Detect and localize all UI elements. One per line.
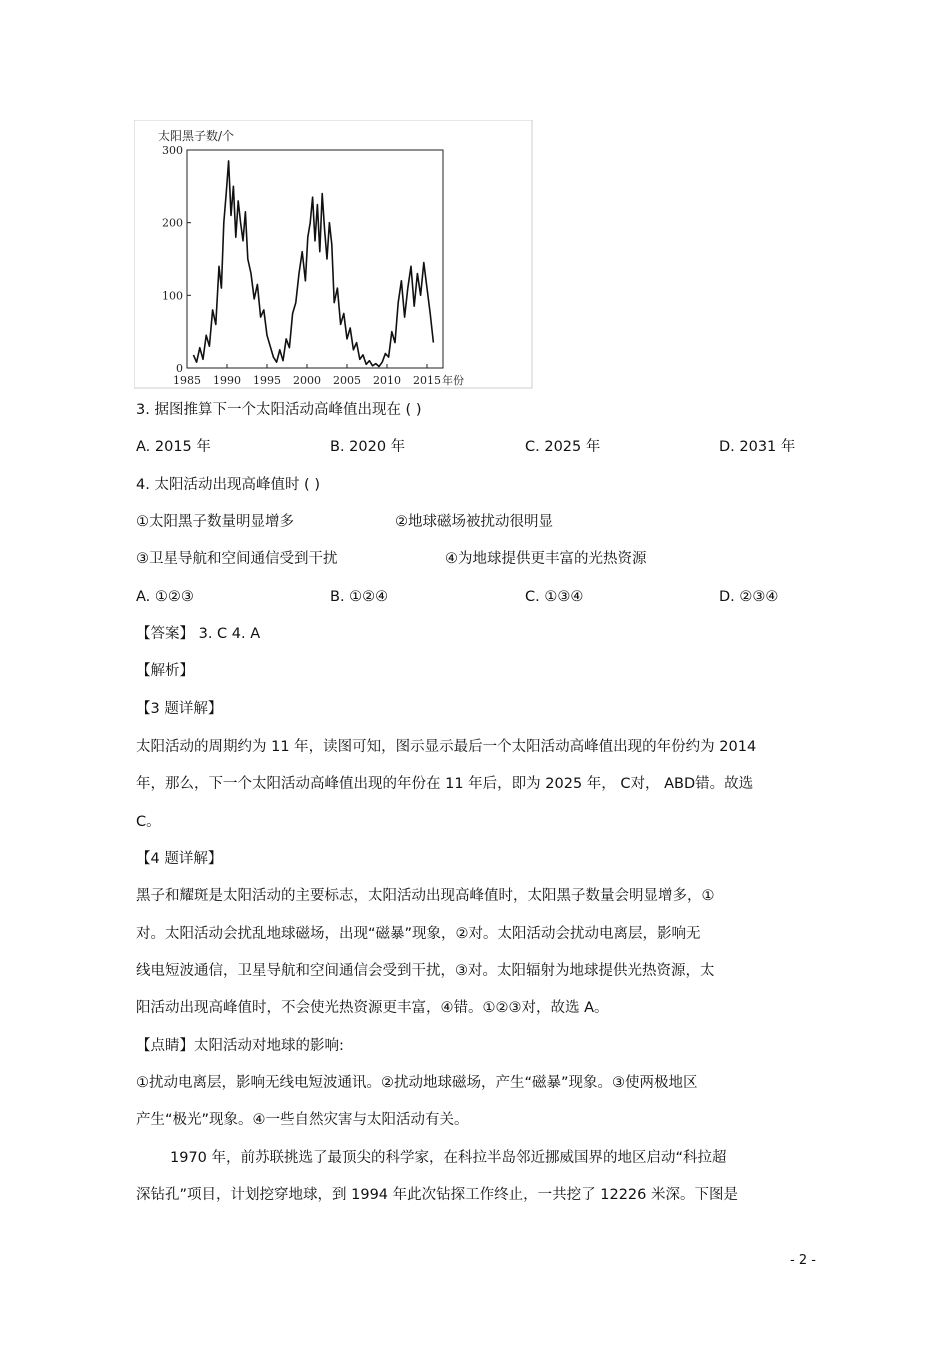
tip-line-2: 产生“极光”现象。④一些自然灾害与太阳活动有关。 [136, 1112, 469, 1128]
passage-line-2: 深钻孔”项目，计划挖穿地球，到 1994 年此次钻探工作终止，一共挖了 12226 米深。下图是 [136, 1187, 738, 1203]
x-tick-label: 1995 [253, 374, 281, 387]
detail-4-line-4: 阳活动出现高峰值时，不会使光热资源更丰富，④错。①②③对，故选 A。 [136, 1000, 609, 1016]
detail-3-line-2: 年，那么，下一个太阳活动高峰值出现的年份在 11 年后，即为 2025 年， C对， ABD错。故选 [136, 776, 754, 792]
sunspot-chart [134, 120, 534, 390]
chart-frame [134, 120, 532, 388]
detail-4-title: 【4 题详解】 [136, 851, 223, 867]
tip-line-1: ①扰动电离层，影响无线电短波通讯。②扰动地球磁场，产生“磁暴”现象。③使两极地区 [136, 1075, 698, 1091]
y-tick-label: 100 [162, 289, 183, 303]
answer-line: 【答案】 3. C 4. A [136, 626, 261, 642]
x-tick-label: 2000 [293, 374, 321, 387]
q3-option-a: A. 2015 年 [136, 439, 211, 455]
chart-ylabel: 太阳黑子数/个 [158, 129, 235, 143]
chart-xlabel: 年份 [442, 374, 464, 387]
passage-line-1: 1970 年，前苏联挑选了最顶尖的科学家，在科拉半岛邻近挪威国界的地区启动“科拉超 [170, 1150, 727, 1166]
analysis-heading: 【解析】 [136, 663, 194, 679]
q4-option-a: A. ①②③ [136, 589, 194, 605]
q3-option-d: D. 2031 年 [719, 439, 796, 455]
detail-3-line-1: 太阳活动的周期约为 11 年，读图可知，图示显示最后一个太阳活动高峰值出现的年份约为 2014 [136, 739, 757, 755]
y-tick-label: 0 [176, 362, 183, 375]
question-3-stem: 3. 据图推算下一个太阳活动高峰值出现在 ( ) [136, 402, 422, 418]
x-tick-label: 1985 [173, 374, 201, 387]
q4-option-c: C. ①③④ [525, 589, 584, 605]
q4-item-4: ④为地球提供更丰富的光热资源 [445, 551, 647, 567]
q4-option-d: D. ②③④ [719, 589, 779, 605]
tip-title: 【点睛】太阳活动对地球的影响: [136, 1038, 344, 1054]
x-tick-label: 1990 [213, 374, 241, 387]
y-tick-label: 200 [162, 216, 183, 230]
question-4-stem: 4. 太阳活动出现高峰值时 ( ) [136, 477, 320, 493]
q3-option-b: B. 2020 年 [330, 439, 406, 455]
detail-4-line-1: 黑子和耀斑是太阳活动的主要标志，太阳活动出现高峰值时，太阳黑子数量会明显增多，① [136, 888, 715, 904]
q4-item-3: ③卫星导航和空间通信受到干扰 [136, 551, 338, 567]
detail-3-title: 【3 题详解】 [136, 701, 223, 717]
detail-3-line-3: C。 [136, 814, 161, 830]
q3-option-c: C. 2025 年 [525, 439, 601, 455]
y-tick-label: 300 [162, 144, 183, 157]
x-tick-label: 2010 [373, 374, 401, 387]
q4-item-2: ②地球磁场被扰动很明显 [395, 514, 553, 530]
q4-option-b: B. ①②④ [330, 589, 389, 605]
page-number: - 2 - [790, 1253, 816, 1268]
detail-4-line-3: 线电短波通信，卫星导航和空间通信会受到干扰，③对。太阳辐射为地球提供光热资源，太 [136, 963, 715, 979]
x-tick-label: 2015 [413, 374, 441, 387]
q4-item-1: ①太阳黑子数量明显增多 [136, 514, 294, 530]
x-tick-label: 2005 [333, 374, 361, 387]
detail-4-line-2: 对。太阳活动会扰乱地球磁场，出现“磁暴”现象，②对。太阳活动会扰动电离层，影响无 [136, 926, 701, 942]
